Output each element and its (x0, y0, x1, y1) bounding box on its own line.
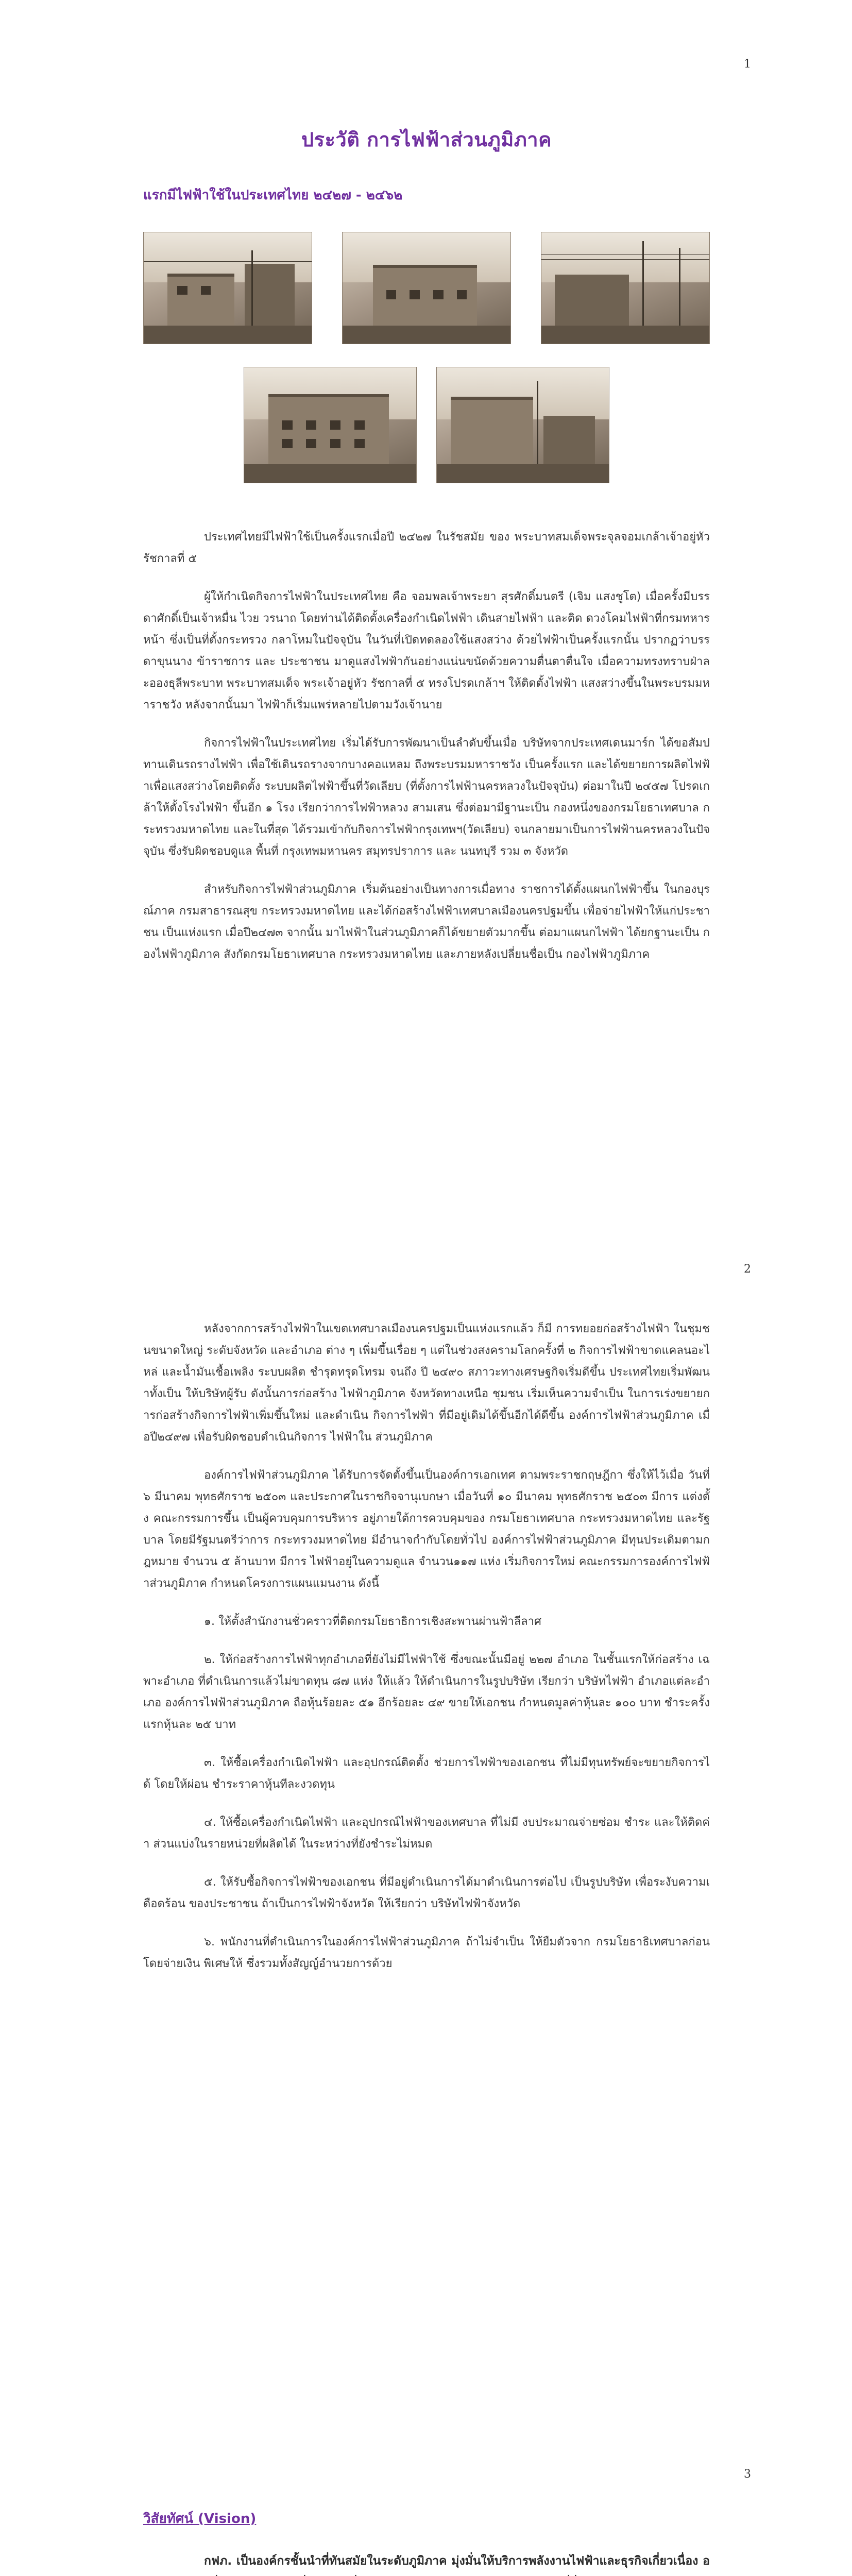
paragraph-establishment: องค์การไฟฟ้าส่วนภูมิภาค ได้รับการจัดตั้งขึ้นเป็นองค์การเอกเทศ ตามพระราชกฤษฎีกา ซึ่งให้ไว้เมื่อ วันที่ ๖ มีนาคม พุทธศักราช ๒๕๐๓ และประกาศในราชกิจจานุเบกษา เมื่อวันที่ ๑๐ มีนาคม พุทธศักราช ๒๕๐๓ มีการ แต่งตั้ง คณะกรรมการขึ้น เป็นผู้ควบคุมการบริหาร อยู่ภายใต้การควบคุมของ กรมโยธาเทศบาล กระทรวงมหาดไทย และรัฐบาล โดยมีรัฐมนตรีว่าการ กระทรวงมหาดไทย มีอำนาจกำกับโดยทั่วไป องค์การไฟฟ้าส่วนภูมิภาค มีทุนประเดิมตามกฎหมาย จำนวน ๕ ล้านบาท มีการ ไฟฟ้าอยู่ในความดูแล จำนวน๑๑๗ แห่ง เริ่มกิจการใหม่ คณะกรรมการองค์การไฟฟ้าส่วนภูมิภาค กำหนดโครงการแผนแมนงาน ดังนี้ (143, 1469, 710, 1590)
section-heading: แรกมีไฟฟ้าใช้ในประเทศไทย ๒๔๒๗ - ๒๔๖๒ (143, 188, 403, 203)
plan-item-1: ๑. ให้ตั้งสำนักงานชั่วคราวที่ติดกรมโยธาธิการเชิงสะพานผ่านฟ้าลีลาศ (204, 1615, 541, 1628)
plan-item-5: ๕. ให้รับซื้อกิจการไฟฟ้าของเอกชน ที่มีอยู่ดำเนินการได้มาดำเนินการต่อไป เป็นรูปบริษัท เพื่อระงับความเดือดร้อน ของประชาชน ถ้าเป็นการไฟฟ้าจังหวัด ให้เรียกว่า บริษัทไฟฟ้าจังหวัด (143, 1876, 710, 1910)
page-2 (0, 1205, 852, 2410)
plan-item-4: ๔. ให้ซื้อเครื่องกำเนิดไฟฟ้า และอุปกรณ์ไฟฟ้าของเทศบาล ที่ไม่มี งบประมาณจ่ายซ่อม ชำระ และให้ติดค่า ส่วนแบ่งในรายหน่วยที่ผลิตได้ ในระหว่างที่ยังชำระไม่หมด (143, 1816, 710, 1851)
page-1 (0, 0, 852, 1205)
page-1-header (143, 124, 710, 155)
document-title: ประวัติ การไฟฟ้าส่วนภูมิภาค (301, 128, 552, 151)
photo-row-bottom (143, 367, 710, 483)
historic-photo-gallery (143, 232, 710, 500)
photo-row-top (143, 232, 710, 344)
plan-item-6: ๖. พนักงานที่ดำเนินการในองค์การไฟฟ้าส่วนภูมิภาค ถ้าไม่จำเป็น ให้ยืมตัวจาก กรมโยธาธิเทศบาลก่อน โดยจ่ายเงิน พิเศษให้ ซึ่งรวมทั้งสัญญ์อำนวยการด้วย (143, 1936, 710, 1970)
plan-item-2: ๒. ให้ก่อสร้างการไฟฟ้าทุกอำเภอที่ยังไม่มีไฟฟ้าใช้ ซึ่งขณะนั้นมีอยู่ ๒๒๗ อำเภอ ในชั้นแรกให้ก่อสร้าง เฉพาะอำเภอ ที่ดำเนินการแล้วไม่ขาดทุน ๘๗ แห่ง ให้แล้ว ให้ดำเนินการในรูปบริษัท เรียกว่า บริษัทไฟฟ้า อำเภอแต่ละอำเภอ องค์การไฟฟ้าส่วนภูมิภาค ถือหุ้นร้อยละ ๕๑ อีกร้อยละ ๔๙ ขายให้เอกชน กำหนดมูลค่าหุ้นละ ๑๐๐ บาท ชำระครั้งแรกหุ้นละ ๒๕ บาท (143, 1653, 710, 1731)
paragraph-first-electricity: ประเทศไทยมีไฟฟ้าใช้เป็นครั้งแรกเมื่อปี ๒๔๒๗ ในรัชสมัย ของ พระบาทสมเด็จพระจุลจอมเกล้าเจ้าอยู่หัว รัชกาลที่ ๕ (143, 531, 710, 565)
paragraph-founder: ผู้ให้กำเนิดกิจการไฟฟ้าในประเทศไทย คือ จอมพลเจ้าพระยา สุรศักดิ์มนตรี (เจิม แสงชูโต) เมื่อครั้งมีบรรดาศักดิ์เป็นเจ้าหมื่น ไวย วรนาถ โดยท่านได้ติดตั้งเครื่องกำเนิดไฟฟ้า เดินสายไฟฟ้า และติด ดวงโคมไฟฟ้าที่กรมทหารหน้า ซึ่งเป็นที่ตั้งกระทรวง กลาโหมในปัจจุบัน ในวันที่เปิดทดลองใช้แสงสว่าง ด้วยไฟฟ้าเป็นครั้งแรกนั้น ปรากฏว่าบรรดาขุนนาง ข้าราชการ และ ประชาชน มาดูแสงไฟฟ้ากันอย่างแน่นขนัดด้วยความตื่นตาตื่นใจ เมื่อความทรงทราบฝ่าละอองธุลีพระบาท พระบาทสมเด็จ พระเจ้าอยู่หัว รัชกาลที่ ๕ ทรงโปรดเกล้าฯ ให้ติดตั้งไฟฟ้า แสงสว่างขึ้นในพระบรมมหาราชวัง หลังจากนั้นมา ไฟฟ้าก็เริ่มแพร่หลายไปตามวังเจ้านาย (143, 590, 710, 711)
page-1-body (143, 527, 710, 982)
paragraph-regional-start: สำหรับกิจการไฟฟ้าส่วนภูมิภาค เริ่มต้นอย่างเป็นทางการเมื่อทาง ราชการได้ตั้งแผนกไฟฟ้าขึ้น ในกองบุรณ์ภาค กรมสาธารณสุข กระทรวงมหาดไทย และได้ก่อสร้างไฟฟ้าเทศบาลเมืองนครปฐมขึ้น เพื่อจ่ายไฟฟ้าให้แก่ประชาชน เป็นแห่งแรก เมื่อปี๒๔๗๓ จากนั้น มาไฟฟ้าในส่วนภูมิภาคก็ได้ขยายตัวมากขึ้น ต่อมาแผนกไฟฟ้า ได้ยกฐานะเป็น กองไฟฟ้าภูมิภาค สังกัดกรมโยธาเทศบาล กระทรวงมหาดไทย และภายหลังเปลี่ยนชื่อเป็น กองไฟฟ้าภูมิภาค (143, 883, 710, 961)
vision-text: กฟภ. เป็นองค์กรชั้นนำที่ทันสมัยในระดับภูมิภาค มุ่งมั่นให้บริการพลังงานไฟฟ้าและธุรกิจเกี่ยวเนื่อง อ (204, 2554, 710, 2568)
section-heading-block (143, 184, 710, 206)
historic-photo-tramway (541, 232, 710, 344)
page-number: 3 (744, 2468, 751, 2481)
vision-heading: วิสัยทัศน์ (Vision) (143, 2511, 257, 2527)
vision-section (143, 2508, 710, 2576)
historic-photo-building (342, 232, 511, 344)
page-3 (0, 2410, 852, 2576)
page-2-body (143, 1318, 710, 1991)
historic-photo-station (436, 367, 609, 483)
paragraph-expansion: หลังจากการสร้างไฟฟ้าในเขตเทศบาลเมืองนครปฐมเป็นแห่งแรกแล้ว ก็มี การทยอยก่อสร้างไฟฟ้า ในชุมชนขนาดใหญ่ ระดับจังหวัด และอำเภอ ต่าง ๆ เพิ่มขึ้นเรื่อย ๆ แต่ในช่วงสงครามโลกครั้งที่ ๒ กิจการไฟฟ้าขาดแคลนอะไหล่ และน้ำมันเชื้อเพลิง ระบบผลิต ชำรุดทรุดโทรม จนถึง ปี ๒๔๙๐ สภาวะทางเศรษฐกิจเริ่มดีขึ้น ประเทศไทยเริ่มพัฒนาทั้งเป็น ให้บริษัทผู้รับ ดังนั้นการก่อสร้าง ไฟฟ้าภูมิภาค จังหวัดทางเหนือ ชุมชน เริ่มเห็นความจำเป็น ในการเร่งขยายการก่อสร้างกิจการไฟฟ้าเพิ่มขึ้นใหม่ และดำเนิน กิจการไฟฟ้า ที่มีอยู่เดิมได้ขึ้นอีกได้ดีขึ้น องค์การไฟฟ้าส่วนภูมิภาค เมื่อปี๒๔๙๗ เพื่อรับผิดชอบดำเนินกิจการ ไฟฟ้าใน ส่วนภูมิภาค (143, 1323, 710, 1444)
plan-item-3: ๓. ให้ซื้อเครื่องกำเนิดไฟฟ้า และอุปกรณ์ติดตั้ง ช่วยการไฟฟ้าของเอกชน ที่ไม่มีทุนทรัพย์จะขยายกิจการได้ โดยให้ผ่อน ชำระราคาหุ้นทีละงวดทุน (143, 1756, 710, 1791)
page-number: 1 (744, 58, 751, 71)
page-number: 2 (744, 1263, 751, 1276)
paragraph-development: กิจการไฟฟ้าในประเทศไทย เริ่มได้รับการพัฒนาเป็นลำดับขึ้นเมื่อ บริษัทจากประเทศเดนมาร์ก ได้ขอสัมปทานเดินรถรางไฟฟ้า เพื่อใช้เดินรถรางจากบางคอแหลม ถึงพระบรมมหาราชวัง เป็นครั้งแรก และได้ขยายการผลิตไฟฟ้าเพื่อแสงสว่างโดยติดตั้ง ระบบผลิตไฟฟ้าขึ้นที่วัดเลียบ (ที่ตั้งการไฟฟ้านครหลวงในปัจจุบัน) ต่อมาในปี ๒๔๕๗ โปรดเกล้าให้ตั้งโรงไฟฟ้า ขึ้นอีก ๑ โรง เรียกว่าการไฟฟ้าหลวง สามเสน ซึ่งต่อมามีฐานะเป็น กองหนึ่งของกรมโยธาเทศบาล กระทรวงมหาดไทย และในที่สุด ได้รวมเข้ากับกิจการไฟฟ้ากรุงเทพฯ(วัดเลียบ) จนกลายมาเป็นการไฟฟ้านครหลวงในปัจจุบัน ซึ่งรับผิดชอบดูแล พื้นที่ กรุงเทพมหานคร สมุทรปราการ และ นนทบุรี รวม ๓ จังหวัด (143, 737, 710, 858)
historic-photo-street (143, 232, 312, 344)
historic-photo-powerhouse (244, 367, 417, 483)
